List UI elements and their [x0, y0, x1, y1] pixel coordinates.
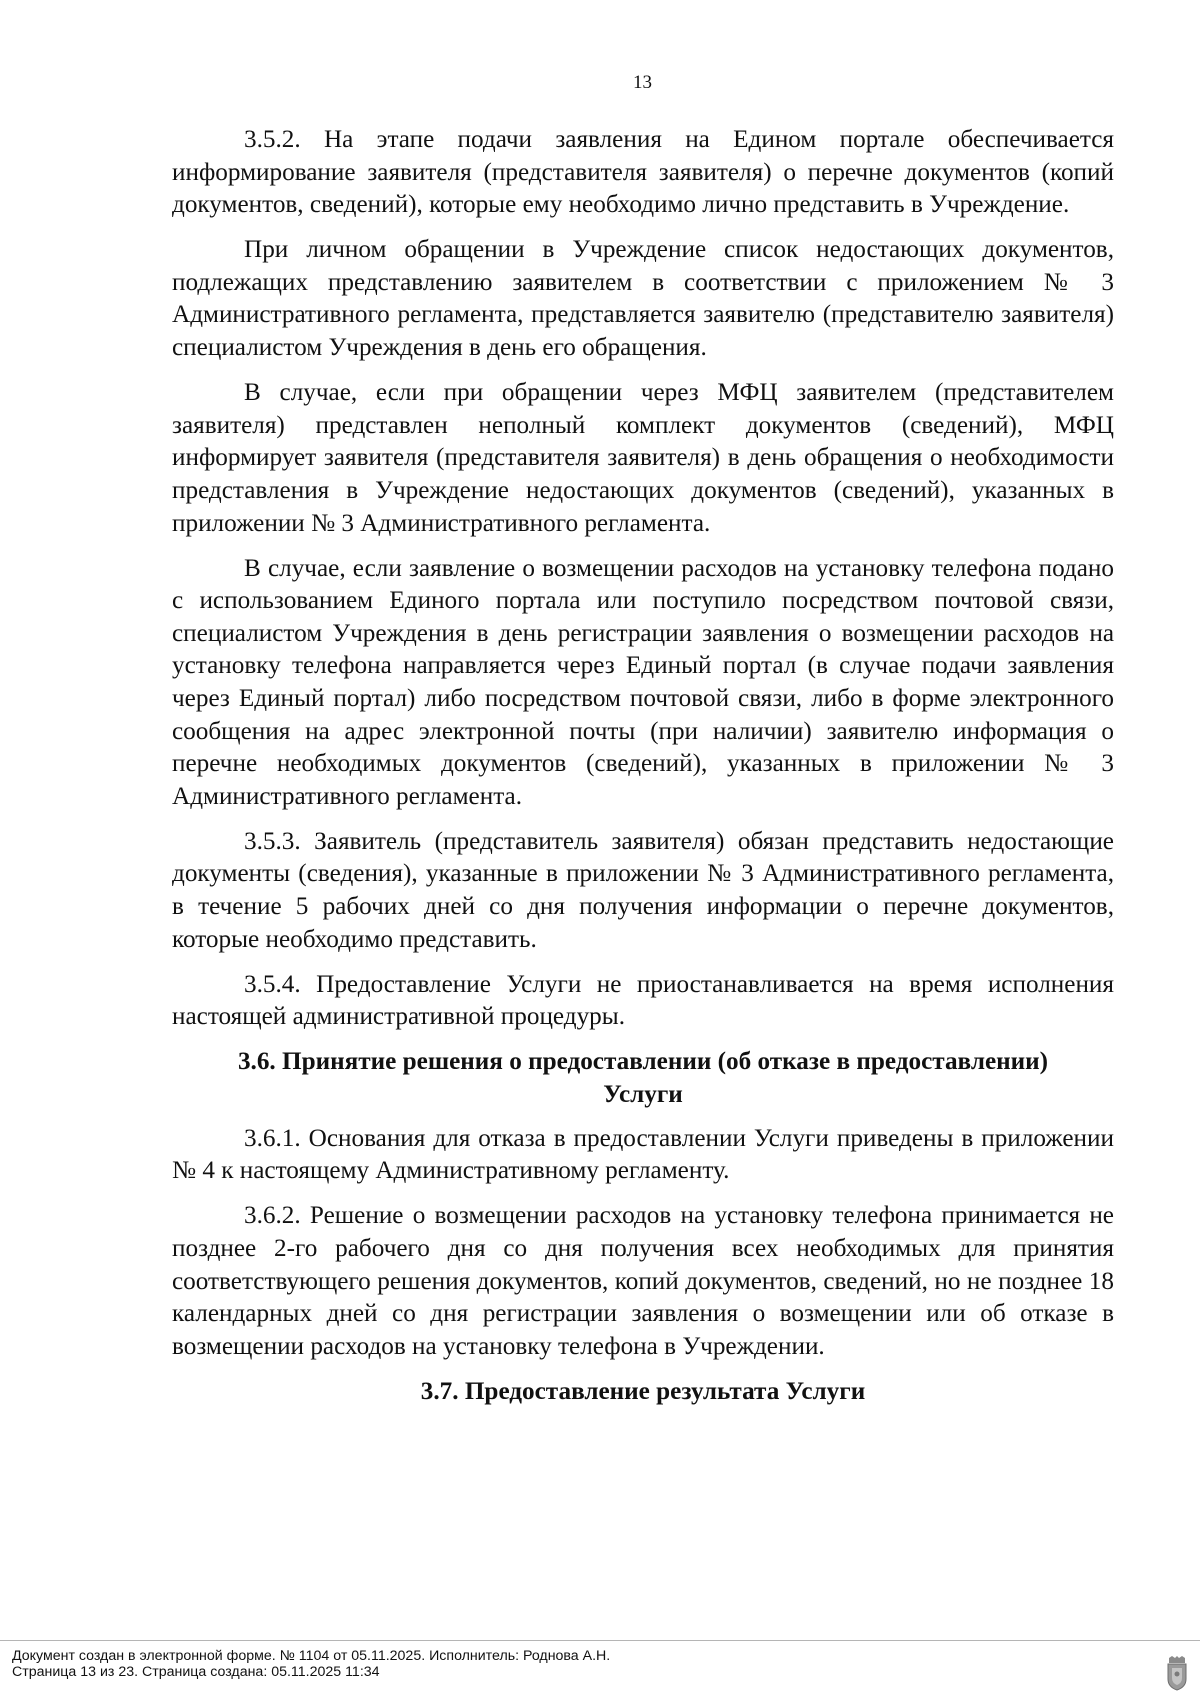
section-heading-3-7 — [172, 1376, 1114, 1409]
paragraph-3-6-2: 3.6.2. Решение о возмещении расходов на установку телефона принимается не позднее 2-го рабочего дня со дня получения всех необходимых для принятия соответствующего решения документов, копий документов, сведений, но не позднее 18 календарных дней со дня регистрации заявления о возмещении или об отказе в возмещении расходов на установку телефона в Учреждении. — [172, 1202, 1114, 1360]
coat-of-arms-icon — [1166, 1655, 1188, 1691]
paragraph-portal-mail: В случае, если заявление о возмещении расходов на установку телефона подано с использованием Единого портала или поступило посредством почтовой связи, специалистом Учреждения в день регистрации заявления о возмещении расходов на установку телефона направляется через Единый портал (в случае подачи заявления через Единый портал) либо посредством почтовой связи, либо в форме электронного сообщения на адрес электронной почты (при наличии) заявителю информация о перечне необходимых документов (сведений), указанных в приложении № 3 Административного регламента. — [172, 554, 1114, 810]
section-heading-3-6-line1: 3.6. Принятие решения о предоставлении (об отказе в предоставлении) — [237, 1048, 1049, 1076]
paragraph-3-5-2: 3.5.2. На этапе подачи заявления на Едином портале обеспечивается информирование заявителя (представителя заявителя) о перечне документов (копий документов, сведений), которые ему необходимо лично представить в Учреждение. — [172, 126, 1114, 219]
footer-document-info: Документ создан в электронной форме. № 1104 от 05.11.2025. Исполнитель: Роднова А.Н. — [12, 1648, 611, 1664]
paragraph-personal-visit: При личном обращении в Учреждение список недостающих документов, подлежащих представлению заявителем в соответствии с приложением № 3 Административного регламента, представляется заявителю (представителю заявителя) специалистом Учреждения в день его обращения. — [172, 236, 1114, 362]
paragraph-3-6-1: 3.6.1. Основания для отказа в предоставлении Услуги приведены в приложении № 4 к настоящему Административному регламенту. — [172, 1124, 1114, 1185]
section-heading-3-6-line2: Услуги — [603, 1081, 683, 1109]
section-heading-3-7-line1: 3.7. Предоставление результата Услуги — [420, 1377, 866, 1405]
paragraph-3-5-4: 3.5.4. Предоставление Услуги не приостанавливается на время исполнения настоящей административной процедуры. — [172, 970, 1114, 1031]
section-heading-3-6 — [172, 1046, 1114, 1111]
document-footer — [0, 1640, 1200, 1699]
footer-text — [12, 1648, 610, 1680]
document-body — [172, 124, 1114, 1419]
footer-page-info: Страница 13 из 23. Страница создана: 05.11.2025 11:34 — [12, 1664, 380, 1680]
paragraph-mfc: В случае, если при обращении через МФЦ заявителем (представителем заявителя) представлен неполный комплект документов (сведений), МФЦ информирует заявителя (представителя заявителя) в день обращения о необходимости представления в Учреждение недостающих документов (сведений), указанных в приложении № 3 Административного регламента. — [172, 379, 1114, 537]
paragraph-3-5-3: 3.5.3. Заявитель (представитель заявителя) обязан представить недостающие документы (сведения), указанные в приложении № 3 Административного регламента, в течение 5 рабочих дней со дня получения информации о перечне документов, которые необходимо представить. — [172, 827, 1114, 953]
page-number: 13 — [633, 72, 652, 93]
